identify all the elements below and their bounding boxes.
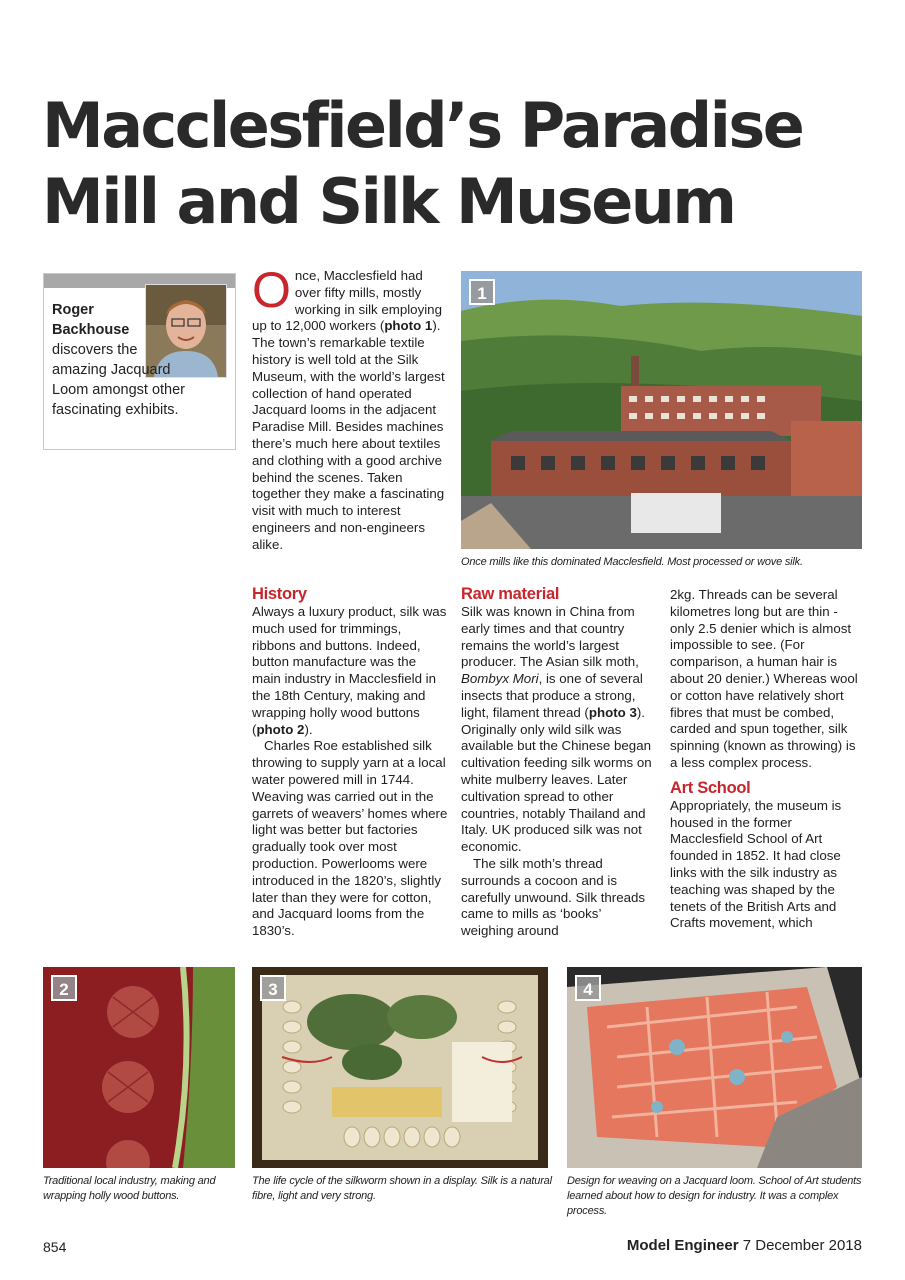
issue-date: 7 December 2018 <box>742 1237 862 1254</box>
author-name-1: Roger <box>52 302 94 318</box>
page-title <box>42 88 872 240</box>
page-number: 854 <box>43 1239 67 1255</box>
col3-paragraph-1: 2kg. Threads can be several kilometres long but are thin - only 2.5 denier which is almost impossible to see. (For comparison, a human hair is about 20 denier.) Whereas wool or cotton have relatively short fibres that must be combed, carded and spun together, silk spinning (known as throwing) is a less complex process. <box>670 587 858 770</box>
photo-1-mills <box>461 271 862 549</box>
history-heading: History <box>252 585 307 603</box>
photo-ref-3: photo 3 <box>588 704 637 720</box>
history-paragraph-1-end: ). <box>304 721 313 737</box>
raw-material-section <box>461 584 657 940</box>
photo-ref-1: photo 1 <box>384 318 433 334</box>
title-line-2: Mill and Silk Museum <box>42 165 735 238</box>
photo-1-caption: Once mills like this dominated Macclesfield. Most processed or wove silk. <box>461 556 803 568</box>
raw-paragraph-1a: Silk was known in China from early times and that country remains the world’s largest producer. The Asian silk moth, <box>461 604 639 670</box>
photo-3-silkworm-display <box>252 967 548 1168</box>
raw-paragraph-1b: , is one of several insects that produce a strong, light, filament thread ( <box>461 671 643 720</box>
photo-2-caption: Traditional local industry, making and wrapping holly wood buttons. <box>43 1175 216 1202</box>
photo-4-caption: Design for weaving on a Jacquard loom. School of Art students learned about how to design for industry. It was a complex process. <box>567 1175 862 1217</box>
col3-text <box>670 587 860 932</box>
title-line-1: Macclesfield’s Paradise <box>42 89 803 162</box>
intro-paragraph: nce, Macclesfield had over fifty mills, mostly working in silk employing up to 12,000 workers ( <box>252 268 442 334</box>
author-intro <box>52 300 232 420</box>
photo-ref-2: photo 2 <box>256 721 305 737</box>
drop-cap: O <box>252 262 291 318</box>
photo-2-buttons <box>43 967 235 1168</box>
raw-paragraph-2: The silk moth’s thread surrounds a cocoon and is carefully unwound. Silk threads came to mills as ‘books’ weighing around <box>461 855 646 939</box>
photo-4-jacquard-design <box>567 967 862 1168</box>
history-paragraph-2: Charles Roe established silk throwing to supply yarn at a local water powered mill in 1744. Weaving was carried out in the garrets of weavers’ homes where light was better but factories gradually took over most production. Powerlooms were introduced in the 1820’s, slightly later than they were for cotton, and Jacquard looms from the 1830’s. <box>252 738 448 939</box>
raw-paragraph-1c: ). Originally only wild silk was available but the Chinese began cultivation feeding silk worms on white mulberry leaves. Later cultivation spread to other countries, notably Thailand and Italy. UK produced silk was not economic. <box>461 704 652 855</box>
author-blurb: discovers the amazing Jacquard Loom amongst other fascinating exhibits. <box>52 342 185 418</box>
photo-2-number: 2 <box>51 975 77 1001</box>
footer-publication <box>560 1237 862 1254</box>
author-name-2: Backhouse <box>52 322 130 338</box>
photo-3-caption: The life cycle of the silkworm shown in a display. Silk is a natural fibre, light and very strong. <box>252 1175 552 1202</box>
author-box <box>43 273 236 450</box>
magazine-name: Model Engineer <box>626 1237 739 1254</box>
photo-3-number: 3 <box>260 975 286 1001</box>
intro-text <box>252 262 448 554</box>
art-school-heading: Art School <box>670 778 751 797</box>
photo-1-number: 1 <box>469 279 495 305</box>
history-paragraph-1: Always a luxury product, silk was much used for trimmings, ribbons and buttons. Indeed, button manufacture was the main industry in Macclesfield in the 18th Century, making and wrapping holly wood buttons ( <box>252 604 447 737</box>
raw-material-heading: Raw material <box>461 585 560 603</box>
species-name: Bombyx Mori <box>461 671 539 687</box>
photo-4-number: 4 <box>575 975 601 1001</box>
history-section <box>252 584 448 940</box>
col3-paragraph-2: Appropriately, the museum is housed in the former Macclesfield School of Art founded in 1852. It had close links with the silk industry as teaching was shaped by the tenets of the British Arts and Crafts movement, which <box>670 797 842 931</box>
intro-paragraph-end: ). The town’s remarkable textile history is well told at the Silk Museum, with the world’s largest collection of hand operated Jacquard looms in the adjacent Paradise Mill. Besides machines there’s much here about textiles and clothing with a good archive behind the scenes. Taken together they make a fascinating visit with much to interest engineers and non-engineers alike. <box>252 318 445 552</box>
